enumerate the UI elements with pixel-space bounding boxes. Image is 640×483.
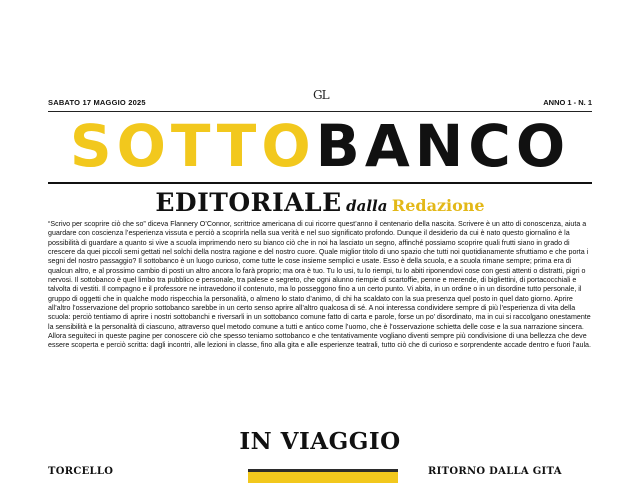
section-title: IN VIAGGIO xyxy=(239,428,401,455)
editorial-title: EDITORIALE xyxy=(155,188,342,217)
issue-number: ANNO 1 - N. 1 xyxy=(543,98,592,107)
editorial-body: “Scrivo per scoprire ciò che so” diceva Flannery O’Connor, scrittrice americana di cui ricorre quest’anno il centenario della nascita. Scrivere è un atto di conoscenza, aiuta a guardare con coscienza l’esperienza vissuta e perciò a scoprirla nella sua verità e nel suo significato profondo. Dunque il desiderio da cui è nato questo giornalino è la possibilità di guardare a quanto si vive a scuola imprimendo nero su bianco ciò che in noi ha lasciato un segno, affinché possiamo scoprire quali frutti siano in grado di crescere da quei piccoli semi gettati nel solchi della nostra ragione e del nostro cuore. Quale miglior titolo di uno spazio che tutti noi quotidianamente sfruttiamo e che porta i segni del nostro passaggio? Il sottobanco è un luogo curioso, come tutte le cose insieme semplici e usate. Esso è della scuola, e a scuola rimane sempre; prima era di qualcun altro, e al prossimo cambio di posti un altro ancora lo farà proprio; ma ora è tuo. Tu lo usi, tu lo riempi, tu lo abiti riponendovi cose con gesti attenti o distratti, pigri o nervosi. Il sottobanco è quel limbo tra pubblico e personale, tra palese e segreto, che ogni alunno riempie di scartoffie, penne e merende, di bigliettini, di portacocchiali e talvolta di vestiti. Il compagno e il professore ne intravedono il contenuto, ma lo posseggono fino a un certo punto. Vi abita, in un ordine o in un disordine tutto personale, il gruppo di oggetti che in qualche modo rispecchia la personalità, o almeno lo stato d’animo, di chi ha scaldato con la sua presenza quel posto in quel dato giorno. Aprire all’altro l’osservazione del proprio sottobanco sarebbe in un certo senso aprire all’altro qualcosa di sé. A noi interessa condividere sempre di più l’esperienza di vita della scuola: perciò tentiamo di aprire i nostri sottobanchi e riversarli in un sottobanco comune fatto di carta e parole, forse un po’ disordinato, ma in cui si raccolgano onestamente la sensibilità e la personalità di ciascuno, attraverso quel metodo comune a tutti e antico come l’uomo, che è l’osservazione schietta delle cose e la sua narrazione sincera. Allora seguiteci in queste pagine per conoscere ciò che spesso teniamo sottobanco e che tentativamente vogliano diventi sempre più condivisione di una bellezza che deve essere scoperta e perciò scritta: dagli incontri, alle lezioni in classe, fino alla gita e alle esperienze teatrali, tutto ciò che di curioso e sorprendente accade dentro e fuori l’aula. xyxy=(48,220,591,350)
article-photo xyxy=(248,469,398,483)
title-part-sotto: SOTTO xyxy=(69,112,316,180)
masthead-rule-bottom xyxy=(48,182,592,184)
article-heading-torcello: TORCELLO xyxy=(48,466,114,477)
masthead-top xyxy=(48,88,592,110)
school-logo: GL xyxy=(313,88,329,102)
editorial-redazione: Redazione xyxy=(391,196,485,215)
editorial-heading xyxy=(48,188,592,217)
article-heading-ritorno: RITORNO DALLA GITA xyxy=(428,466,562,477)
newspaper-title xyxy=(48,112,592,180)
editorial-dalla: dalla xyxy=(346,197,388,215)
title-part-banco: BANCO xyxy=(315,112,571,180)
issue-date: SABATO 17 MAGGIO 2025 xyxy=(48,98,146,107)
